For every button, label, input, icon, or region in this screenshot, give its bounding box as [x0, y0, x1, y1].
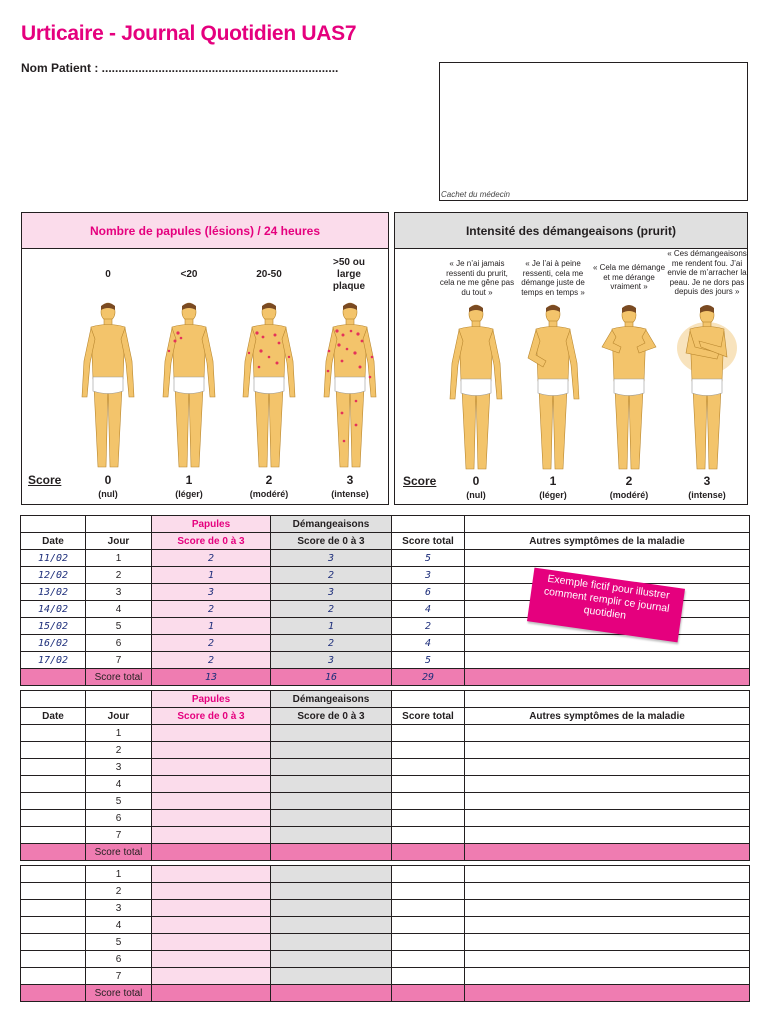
other-symptoms-cell[interactable] — [465, 951, 750, 968]
day-cell: 2 — [86, 567, 152, 584]
demangeaisons-score-cell[interactable]: 1 — [271, 618, 392, 635]
date-cell[interactable] — [21, 725, 86, 742]
table-row — [21, 827, 750, 844]
total-demangeaisons-cell[interactable] — [271, 844, 392, 861]
demangeaisons-score-cell[interactable]: 3 — [271, 550, 392, 567]
group-header-papules: Papules — [152, 691, 271, 708]
day-cell: 4 — [86, 601, 152, 618]
total-score-cell[interactable] — [392, 968, 465, 985]
other-symptoms-cell[interactable] — [465, 917, 750, 934]
column-header-papules-score: Score de 0 à 3 — [152, 533, 271, 550]
papules-score-cell[interactable] — [152, 883, 271, 900]
date-cell[interactable]: 17/02 — [21, 652, 86, 669]
date-cell[interactable] — [21, 810, 86, 827]
papules-score-cell[interactable] — [152, 742, 271, 759]
papules-score-cell[interactable]: 1 — [152, 618, 271, 635]
demangeaisons-score-cell[interactable]: 2 — [271, 567, 392, 584]
date-cell[interactable] — [21, 759, 86, 776]
date-cell[interactable] — [21, 951, 86, 968]
demangeaisons-score-cell[interactable] — [271, 866, 392, 883]
column-header-total: Score total — [392, 708, 465, 725]
table-row — [21, 550, 750, 567]
body-figure-icon — [446, 303, 506, 473]
day-cell: 7 — [86, 652, 152, 669]
total-row — [21, 669, 750, 686]
day-cell: 4 — [86, 776, 152, 793]
day-cell: 5 — [86, 934, 152, 951]
table-row — [21, 810, 750, 827]
papules-score-cell[interactable] — [152, 827, 271, 844]
day-cell: 7 — [86, 968, 152, 985]
papules-score-cell[interactable]: 2 — [152, 601, 271, 618]
total-score-cell[interactable] — [392, 866, 465, 883]
papules-score-cell[interactable] — [152, 900, 271, 917]
patient-name-field[interactable]: Nom Patient : ....................................................................... — [21, 61, 339, 75]
demangeaisons-score-cell[interactable] — [271, 883, 392, 900]
total-score-cell[interactable] — [392, 759, 465, 776]
table-row — [21, 742, 750, 759]
table-row — [21, 951, 750, 968]
papules-score-cell[interactable] — [152, 934, 271, 951]
date-cell[interactable] — [21, 776, 86, 793]
date-cell[interactable] — [21, 934, 86, 951]
table-row — [21, 917, 750, 934]
papules-panel — [21, 212, 389, 505]
papules-score-cell[interactable] — [152, 951, 271, 968]
date-cell[interactable]: 13/02 — [21, 584, 86, 601]
total-score-cell[interactable] — [392, 776, 465, 793]
papules-score-3: 3 — [346, 473, 354, 487]
prurit-quote-3: « Ces démangeaisons me rendent fou. J’ai envie de m’arracher la peau. Je ne dors pas depuis des jours » — [667, 249, 747, 296]
date-cell[interactable] — [21, 827, 86, 844]
table-row — [21, 652, 750, 669]
demangeaisons-score-cell[interactable] — [271, 776, 392, 793]
demangeaisons-score-cell[interactable] — [271, 810, 392, 827]
total-score-cell[interactable]: 2 — [392, 618, 465, 635]
demangeaisons-score-cell[interactable] — [271, 725, 392, 742]
date-cell[interactable] — [21, 742, 86, 759]
group-header-demangeaisons: Démangeaisons — [271, 516, 392, 533]
total-score-cell[interactable] — [392, 951, 465, 968]
prurit-score-2: 2 — [625, 474, 633, 488]
week-table-1 — [20, 690, 750, 861]
total-demangeaisons-cell[interactable] — [271, 985, 392, 1002]
date-cell[interactable]: 16/02 — [21, 635, 86, 652]
table-row — [21, 900, 750, 917]
papules-score-cell[interactable] — [152, 793, 271, 810]
total-row — [21, 985, 750, 1002]
body-figure-scratching-icon — [599, 303, 659, 473]
papules-score-cell[interactable]: 2 — [152, 550, 271, 567]
date-cell[interactable] — [21, 866, 86, 883]
date-cell[interactable]: 14/02 — [21, 601, 86, 618]
total-score-cell[interactable] — [392, 900, 465, 917]
papules-score-1: 1 — [185, 473, 193, 487]
table-row — [21, 883, 750, 900]
column-header-demangeaisons-score: Score de 0 à 3 — [271, 708, 392, 725]
body-figure-icon — [320, 301, 380, 471]
papules-score-cell[interactable] — [152, 968, 271, 985]
demangeaisons-score-cell[interactable] — [271, 759, 392, 776]
demangeaisons-score-cell[interactable] — [271, 951, 392, 968]
table-row — [21, 934, 750, 951]
stamp-label: Cachet du médecin — [441, 190, 510, 199]
other-symptoms-cell[interactable] — [465, 550, 750, 567]
day-cell: 3 — [86, 900, 152, 917]
other-symptoms-cell[interactable] — [465, 934, 750, 951]
day-cell: 5 — [86, 793, 152, 810]
total-score-cell[interactable] — [392, 917, 465, 934]
demangeaisons-score-cell[interactable] — [271, 917, 392, 934]
demangeaisons-score-cell[interactable] — [271, 827, 392, 844]
body-figure-icon — [239, 301, 299, 471]
total-score-sum-cell[interactable] — [392, 985, 465, 1002]
other-symptoms-cell[interactable] — [465, 742, 750, 759]
date-cell[interactable] — [21, 968, 86, 985]
demangeaisons-score-cell[interactable]: 3 — [271, 584, 392, 601]
total-score-cell[interactable]: 3 — [392, 567, 465, 584]
day-cell: 3 — [86, 584, 152, 601]
demangeaisons-score-cell[interactable]: 3 — [271, 652, 392, 669]
other-symptoms-cell[interactable] — [465, 776, 750, 793]
prurit-quote-1: « Je l’ai à peine ressenti, cela me démange juste de temps en temps » — [521, 259, 585, 297]
body-figure-scratching-icon — [677, 303, 737, 473]
other-symptoms-cell[interactable] — [465, 866, 750, 883]
date-cell[interactable] — [21, 883, 86, 900]
papules-score-2: 2 — [265, 473, 273, 487]
total-score-cell[interactable]: 4 — [392, 635, 465, 652]
table-row — [21, 968, 750, 985]
day-cell: 4 — [86, 917, 152, 934]
prurit-panel — [394, 212, 748, 505]
page-title: Urticaire - Journal Quotidien UAS7 — [21, 22, 357, 45]
table-row — [21, 567, 750, 584]
papules-caption-2: 20-50 — [256, 269, 282, 280]
other-symptoms-cell[interactable] — [465, 652, 750, 669]
other-symptoms-cell[interactable] — [465, 900, 750, 917]
day-cell: 1 — [86, 725, 152, 742]
total-papules-cell[interactable]: 13 — [152, 669, 271, 686]
demangeaisons-score-cell[interactable]: 2 — [271, 601, 392, 618]
papules-caption-0: 0 — [105, 269, 111, 280]
day-cell: 7 — [86, 827, 152, 844]
papules-score-cell[interactable] — [152, 810, 271, 827]
table-row — [21, 725, 750, 742]
papules-score-cell[interactable] — [152, 917, 271, 934]
papules-desc-3: (intense) — [331, 489, 369, 499]
day-cell: 2 — [86, 742, 152, 759]
table-row — [21, 866, 750, 883]
papules-desc-0: (nul) — [98, 489, 118, 499]
papules-desc-1: (léger) — [175, 489, 203, 499]
other-symptoms-cell[interactable] — [465, 827, 750, 844]
total-score-cell[interactable] — [392, 934, 465, 951]
day-cell: 2 — [86, 883, 152, 900]
day-cell: 6 — [86, 951, 152, 968]
day-cell: 6 — [86, 810, 152, 827]
prurit-quote-0: « Je n’ai jamais ressenti du prurit, cela ne me gêne pas du tout » — [439, 259, 515, 297]
body-figure-scratching-icon — [523, 303, 583, 473]
total-score-cell[interactable] — [392, 883, 465, 900]
papules-score-cell[interactable]: 2 — [152, 635, 271, 652]
total-score-cell[interactable]: 4 — [392, 601, 465, 618]
week-table-2 — [20, 865, 750, 1002]
day-cell: 5 — [86, 618, 152, 635]
date-cell[interactable]: 11/02 — [21, 550, 86, 567]
day-cell: 6 — [86, 635, 152, 652]
total-score-cell[interactable]: 5 — [392, 652, 465, 669]
prurit-desc-2: (modéré) — [609, 490, 649, 500]
other-symptoms-cell[interactable] — [465, 968, 750, 985]
column-header-jour: Jour — [86, 708, 152, 725]
date-cell[interactable]: 12/02 — [21, 567, 86, 584]
table-row — [21, 759, 750, 776]
prurit-score-label: Score — [403, 474, 437, 488]
prurit-panel-title: Intensité des démangeaisons (prurit) — [395, 213, 747, 249]
total-score-cell[interactable] — [392, 810, 465, 827]
total-score-cell[interactable] — [392, 742, 465, 759]
total-score-cell[interactable] — [392, 793, 465, 810]
column-header-other-symptoms: Autres symptômes de la maladie — [465, 533, 750, 550]
column-header-date: Date — [21, 708, 86, 725]
total-row-label: Score total — [86, 985, 152, 1002]
column-header-total: Score total — [392, 533, 465, 550]
example-sticker: Exemple fictif pour illustrer comment remplir ce journal quotidien — [527, 568, 685, 643]
papules-score-cell[interactable] — [152, 776, 271, 793]
other-symptoms-cell[interactable] — [465, 635, 750, 652]
group-header-demangeaisons: Démangeaisons — [271, 691, 392, 708]
papules-score-cell[interactable]: 1 — [152, 567, 271, 584]
total-papules-cell[interactable] — [152, 844, 271, 861]
papules-desc-2: (modéré) — [249, 489, 289, 499]
total-row-label: Score total — [86, 669, 152, 686]
other-symptoms-cell[interactable] — [465, 883, 750, 900]
other-symptoms-cell[interactable] — [465, 759, 750, 776]
prurit-score-3: 3 — [703, 474, 711, 488]
day-cell: 3 — [86, 759, 152, 776]
column-header-jour: Jour — [86, 533, 152, 550]
total-score-sum-cell[interactable]: 29 — [392, 669, 465, 686]
group-header-papules: Papules — [152, 516, 271, 533]
total-row — [21, 844, 750, 861]
other-symptoms-cell[interactable] — [465, 725, 750, 742]
papules-caption-1: <20 — [180, 269, 198, 280]
prurit-desc-1: (léger) — [539, 490, 567, 500]
total-row-label: Score total — [86, 844, 152, 861]
papules-panel-title: Nombre de papules (lésions) / 24 heures — [22, 213, 388, 249]
demangeaisons-score-cell[interactable] — [271, 742, 392, 759]
papules-score-cell[interactable] — [152, 725, 271, 742]
table-row — [21, 793, 750, 810]
prurit-desc-3: (intense) — [688, 490, 726, 500]
column-header-date: Date — [21, 533, 86, 550]
total-score-cell[interactable]: 5 — [392, 550, 465, 567]
body-figure-icon — [78, 301, 138, 471]
date-cell[interactable] — [21, 900, 86, 917]
papules-caption-3: >50 ou large plaque — [332, 257, 366, 292]
other-symptoms-cell[interactable] — [465, 810, 750, 827]
papules-score-cell[interactable]: 3 — [152, 584, 271, 601]
total-score-cell[interactable] — [392, 725, 465, 742]
demangeaisons-score-cell[interactable] — [271, 968, 392, 985]
total-score-sum-cell[interactable] — [392, 844, 465, 861]
column-header-other-symptoms: Autres symptômes de la maladie — [465, 708, 750, 725]
day-cell: 1 — [86, 550, 152, 567]
papules-score-cell[interactable] — [152, 759, 271, 776]
day-cell: 1 — [86, 866, 152, 883]
demangeaisons-score-cell[interactable] — [271, 934, 392, 951]
prurit-desc-0: (nul) — [466, 490, 486, 500]
date-cell[interactable]: 15/02 — [21, 618, 86, 635]
papules-score-0: 0 — [104, 473, 112, 487]
other-symptoms-cell[interactable] — [465, 793, 750, 810]
demangeaisons-score-cell[interactable] — [271, 900, 392, 917]
demangeaisons-score-cell[interactable]: 2 — [271, 635, 392, 652]
column-header-demangeaisons-score: Score de 0 à 3 — [271, 533, 392, 550]
papules-score-cell[interactable]: 2 — [152, 652, 271, 669]
prurit-score-1: 1 — [549, 474, 557, 488]
column-header-papules-score: Score de 0 à 3 — [152, 708, 271, 725]
total-score-cell[interactable]: 6 — [392, 584, 465, 601]
date-cell[interactable] — [21, 793, 86, 810]
body-figure-icon — [159, 301, 219, 471]
date-cell[interactable] — [21, 917, 86, 934]
doctor-stamp-box — [439, 62, 748, 201]
table-row — [21, 776, 750, 793]
total-score-cell[interactable] — [392, 827, 465, 844]
total-papules-cell[interactable] — [152, 985, 271, 1002]
papules-score-label: Score — [28, 473, 62, 487]
papules-score-cell[interactable] — [152, 866, 271, 883]
prurit-quote-2: « Cela me démange et me dérange vraiment » — [592, 263, 666, 291]
demangeaisons-score-cell[interactable] — [271, 793, 392, 810]
total-demangeaisons-cell[interactable]: 16 — [271, 669, 392, 686]
prurit-score-0: 0 — [472, 474, 480, 488]
